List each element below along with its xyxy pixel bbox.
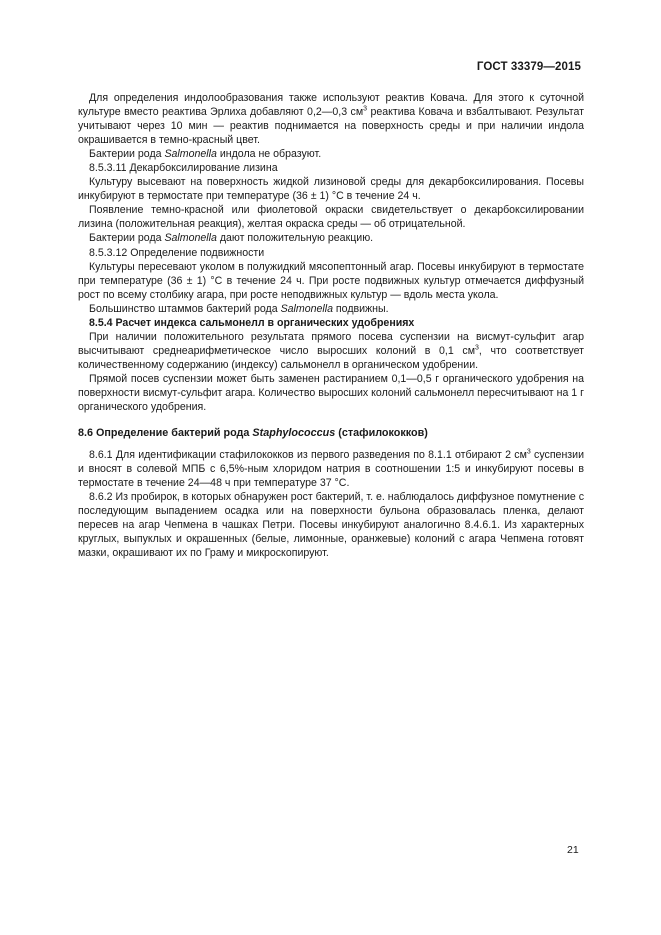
paragraph: Культуры пересевают уколом в полужидкий мясопептонный агар. Посевы инкубируют в термостате при температуре (36 ± 1) °С в течение 24 ч. При росте подвижных культур отмечается диффузный рост по всему столбику агара, при росте неподвижных культур — вдоль места укола.	[78, 260, 584, 301]
paragraph: 8.6.1 Для идентификации стафилококков из первого разведения по 8.1.1 отбирают 2 $см^3$ суспензии и вносят в солевой МПБ с 6,5%-ным хлоридом натрия в соотношении 1:5 и инкубируют посевы в термостате в течение 24—48 ч при температуре 37 °С.	[78, 448, 584, 490]
paragraph: Появление темно-красной или фиолетовой окраски свидетельствует о декарбоксилировании лизина (положительная реакция), желтая окраска среды — об отрицательной.	[78, 204, 584, 231]
paragraph: При наличии положительного результата прямого посева суспензии на висмут-сульфит агар высчитывают среднеарифметическое число выросших колоний в 0,1 $см^3$, что соответствует количественному содержанию (индексу) сальмонелл в органическом удобрении.	[78, 330, 584, 371]
paragraph: Бактерии рода Salmonella дают положительную реакцию.	[89, 232, 374, 245]
paragraph: Прямой посев суспензии может быть заменен растиранием 0,1—0,5 г органического удобрения на поверхности висмут-сульфит агара. Количество выросших колоний сальмонелл пересчитывают на 1 г органического удобрения.	[78, 372, 584, 414]
paragraph: 8.5.3.12 Определение подвижности	[89, 246, 265, 259]
paragraph: 8.5.3.11 Декарбоксилирование лизина	[89, 162, 278, 175]
paragraph: Для определения индолообразования также используют реактив Ковача. Для этого к суточной культуре вместо реактива Эрлиха добавляют 0,2—0,3 $см^3$ реактива Ковача и взбалтывают. Результат учитывают через 10 мин — реактив поднимается на поверхность среды и при наличии индола окрашивается в темно-красный цвет.	[78, 92, 584, 147]
section-heading: 8.6 Определение бактерий рода Staphylococcus (стафилококков)	[78, 427, 428, 440]
document-body	[78, 91, 584, 561]
paragraph: 8.6.2 Из пробирок, в которых обнаружен рост бактерий, т. е. наблюдалось диффузное помутнение с последующим выпадением осадка или на поверхности бульона образовалась пленка, делают пересев на агар Чепмена в чашках Петри. Посевы инкубируют аналогично 8.4.6.1. Из характерных круглых, выпуклых и окрашенных (белые, лимонные, оранжевые) колоний с агара Чепмена готовят мазки, окрашивают их по Граму и микроскопируют.	[78, 491, 584, 560]
paragraph: Бактерии рода Salmonella индола не образуют.	[89, 148, 322, 161]
document-header: ГОСТ 33379—2015	[476, 61, 581, 73]
page-number: 21	[567, 844, 579, 856]
paragraph: Культуру высевают на поверхность жидкой лизиновой среды для декарбоксилирования. Посевы инкубируют в термостате при температуре (36 ± 1) °С в течение 24 ч.	[78, 176, 584, 203]
paragraph: Большинство штаммов бактерий рода Salmonella подвижны.	[89, 302, 389, 315]
subsection-heading: 8.5.4 Расчет индекса сальмонелл в органических удобрениях	[89, 316, 415, 329]
